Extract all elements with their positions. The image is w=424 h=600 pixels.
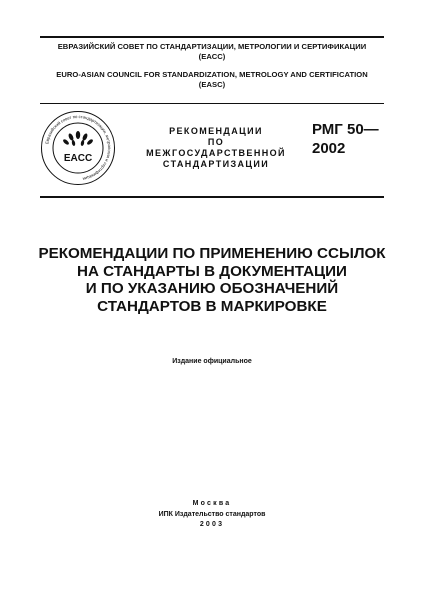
council-abbr-ru: (ЕАСС) (198, 52, 226, 61)
council-name-ru-text: ЕВРАЗИЙСКИЙ СОВЕТ ПО СТАНДАРТИЗАЦИИ, МЕТРОЛОГИИ И СЕРТИФИКАЦИИ (57, 42, 367, 51)
easc-emblem-icon (40, 110, 116, 186)
publisher-info (40, 499, 384, 531)
document-type-line-1: РЕКОМЕНДАЦИИ (169, 126, 263, 136)
council-name-en-text: EURO-ASIAN COUNCIL FOR STANDARDIZATION, METROLOGY AND CERTIFICATION (56, 70, 368, 79)
bottom-rule (40, 196, 384, 198)
council-name-ru (40, 42, 384, 62)
document-type (138, 126, 294, 170)
title-line-2: НА СТАНДАРТЫ В ДОКУМЕНТАЦИИ (77, 262, 347, 280)
title-line-3: И ПО УКАЗАНИЮ ОБОЗНАЧЕНИЙ (85, 280, 339, 297)
publisher-city: Москва (192, 500, 232, 507)
emblem-figure (62, 131, 94, 146)
document-type-line-2: ПО МЕЖГОСУДАРСТВЕННОЙ (146, 137, 286, 158)
publication-year: 2003 (199, 521, 225, 528)
document-code (312, 120, 384, 158)
title-line-1: РЕКОМЕНДАЦИИ ПО ПРИМЕНЕНИЮ ССЫЛОК (38, 245, 386, 262)
middle-rule (40, 103, 384, 104)
document-code-year: 2002 (312, 140, 346, 157)
council-name-en (40, 70, 384, 90)
document-title (30, 245, 394, 315)
document-code-number: РМГ 50— (312, 121, 379, 138)
logo-ring-text: Евразийский совет по стандартизации, метрологии и сертификации (44, 113, 113, 182)
council-abbr-en: (EASC) (198, 80, 226, 89)
publisher-name: ИПК Издательство стандартов (158, 510, 266, 518)
logo-center-text: EACC (63, 153, 93, 164)
top-rule (40, 36, 384, 38)
edition-note: Издание официальное (172, 358, 252, 365)
document-type-line-3: СТАНДАРТИЗАЦИИ (162, 159, 270, 169)
title-line-4: СТАНДАРТОВ В МАРКИРОВКЕ (97, 297, 327, 315)
